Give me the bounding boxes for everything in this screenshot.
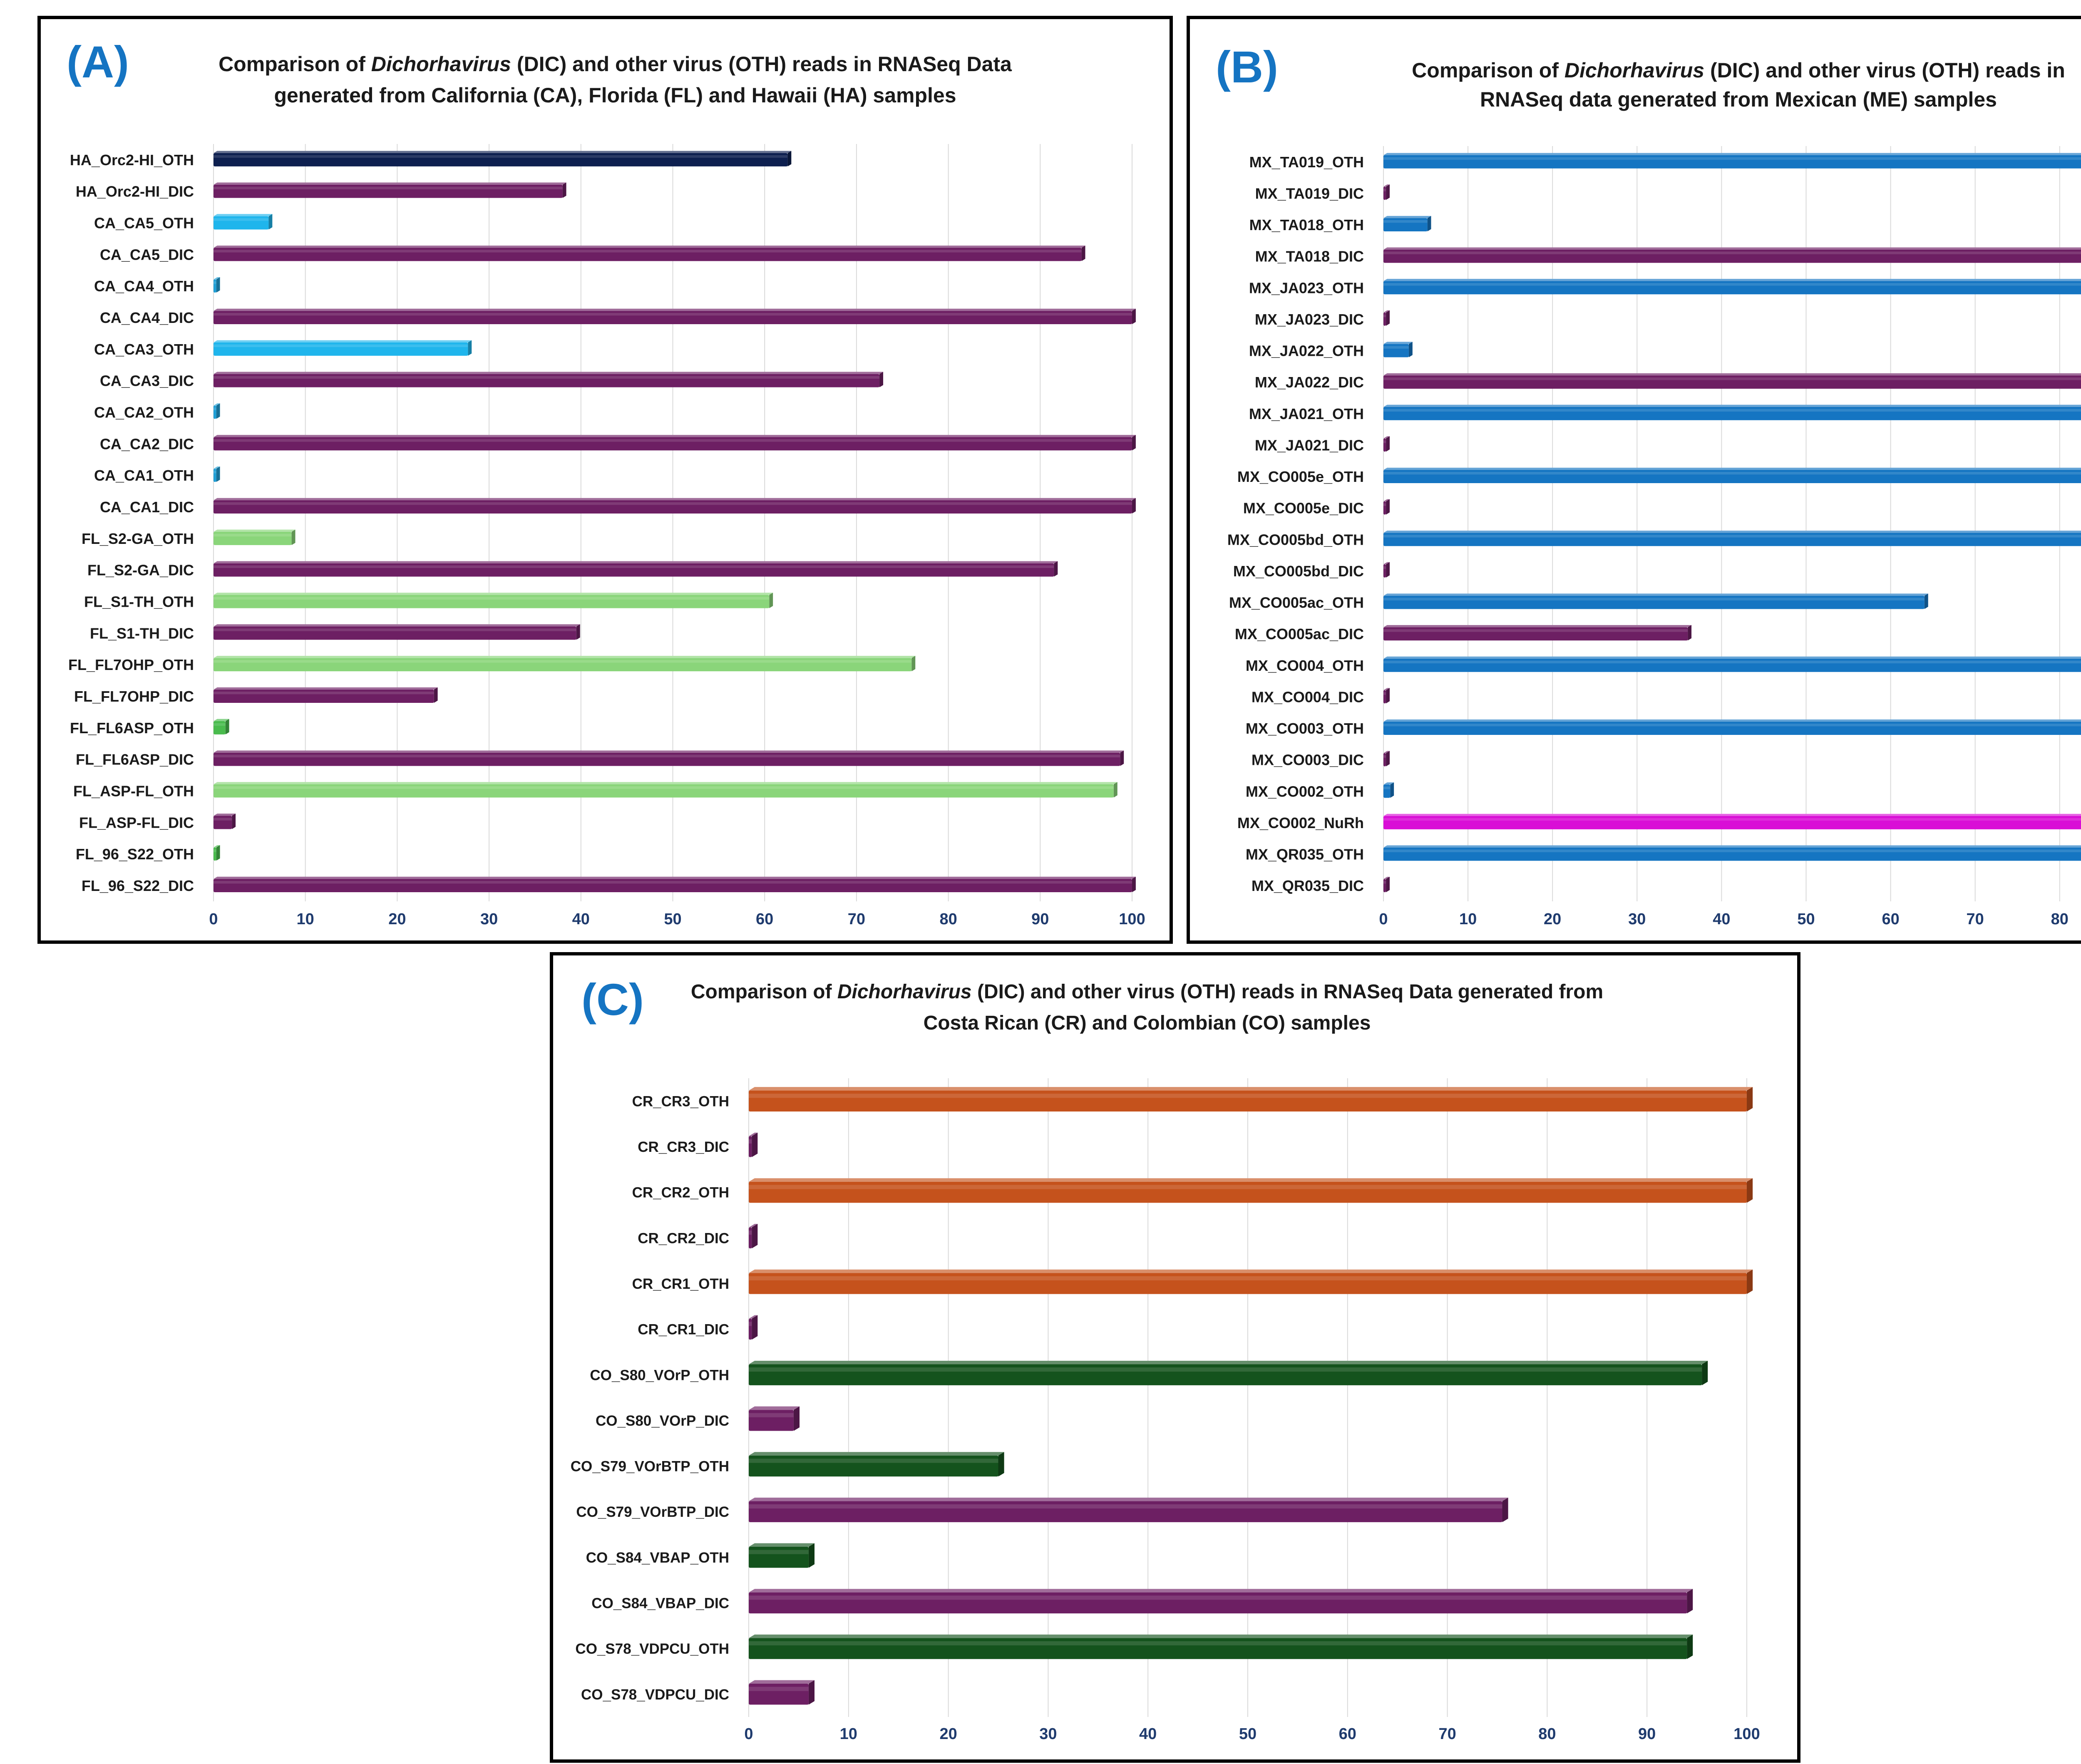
category-label: FL_ASP-FL_OTH: [73, 782, 194, 800]
x-tick-label: 80: [2051, 911, 2069, 928]
x-tick-label: 0: [209, 911, 218, 928]
x-tick-label: 40: [1713, 911, 1731, 928]
x-tick-label: 40: [1139, 1725, 1157, 1743]
category-label: CA_CA1_OTH: [94, 467, 194, 484]
category-label: FL_S2-GA_OTH: [81, 530, 194, 547]
category-label: MX_CO005bd_OTH: [1227, 531, 1364, 548]
bar: [214, 372, 883, 387]
bar: [214, 877, 1136, 892]
bar: [214, 182, 566, 198]
bar: [749, 1087, 1753, 1111]
category-label: CR_CR2_DIC: [638, 1230, 729, 1247]
x-tick-label: 60: [756, 911, 774, 928]
bar: [749, 1270, 1753, 1294]
x-tick-label: 30: [480, 911, 498, 928]
bar-chart-a: [41, 19, 1170, 940]
x-tick-label: 80: [1538, 1725, 1556, 1743]
category-label: CO_S78_VDPCU_OTH: [575, 1641, 729, 1657]
bar: [749, 1452, 1004, 1476]
category-label: MX_JA021_OTH: [1249, 405, 1364, 422]
panel-label: (C): [581, 974, 644, 1025]
x-tick-label: 20: [939, 1725, 957, 1743]
x-tick-label: 20: [1544, 911, 1562, 928]
bar: [214, 246, 1085, 261]
category-label: MX_CO005ac_OTH: [1229, 594, 1364, 611]
bar: [214, 719, 229, 734]
bar: [1383, 436, 1390, 452]
bar: [1383, 814, 2081, 829]
bar: [1383, 247, 2081, 263]
bar: [749, 1178, 1753, 1203]
category-label: MX_TA018_DIC: [1255, 248, 1364, 265]
x-tick-label: 70: [1966, 911, 1984, 928]
x-tick-label: 80: [939, 911, 957, 928]
category-label: MX_JA023_DIC: [1254, 310, 1364, 328]
x-tick-label: 10: [296, 911, 314, 928]
category-label: CA_CA3_DIC: [99, 372, 194, 390]
chart-title-line-2: generated from California (CA), Florida (FL) and Hawaii (HA) samples: [274, 84, 956, 107]
category-label: CA_CA3_OTH: [94, 340, 194, 358]
bar: [214, 593, 773, 608]
category-label: CO_S84_VBAP_OTH: [586, 1549, 729, 1566]
bar: [214, 750, 1124, 766]
category-label: MX_CO005ac_DIC: [1234, 625, 1364, 643]
bar: [1383, 782, 1394, 798]
bar: [214, 782, 1117, 797]
category-label: MX_JA021_DIC: [1254, 437, 1364, 454]
category-label: CO_S80_VOrP_OTH: [590, 1367, 729, 1384]
x-tick-label: 20: [388, 911, 406, 928]
category-label: MX_JA023_OTH: [1249, 279, 1364, 297]
bar: [1383, 216, 1431, 231]
x-tick-label: 100: [1119, 911, 1145, 928]
category-label: CO_S79_VOrBTP_OTH: [570, 1458, 729, 1475]
category-label: FL_96_S22_OTH: [75, 846, 194, 863]
category-label: CA_CA2_DIC: [99, 435, 194, 453]
bar: [214, 561, 1058, 576]
category-label: FL_96_S22_DIC: [81, 877, 194, 895]
chart-title-line-1: Comparison of Dichorhavirus (DIC) and other virus (OTH) reads in RNASeq Data generated from: [690, 981, 1604, 1003]
bar: [214, 845, 220, 861]
x-tick-label: 0: [744, 1725, 753, 1743]
category-label: CO_S78_VDPCU_DIC: [581, 1686, 729, 1703]
bar: [1383, 373, 2081, 389]
bar: [1383, 279, 2081, 294]
x-tick-label: 90: [1031, 911, 1049, 928]
bar: [1383, 562, 1390, 578]
bar-chart-c: [553, 955, 1797, 1759]
bar: [1383, 310, 1390, 326]
bar: [749, 1133, 757, 1157]
bar: [214, 814, 236, 829]
bar: [214, 466, 220, 482]
bar: [214, 340, 472, 356]
bar: [214, 309, 1136, 324]
category-label: MX_CO004_DIC: [1251, 688, 1364, 706]
chart-panel-c: [550, 952, 1800, 1763]
category-label: FL_S1-TH_DIC: [89, 625, 194, 642]
bar: [214, 403, 220, 419]
category-label: CR_CR2_OTH: [632, 1184, 729, 1201]
bar: [214, 656, 915, 671]
bar: [749, 1635, 1693, 1659]
bar: [749, 1498, 1508, 1522]
x-tick-label: 50: [1797, 911, 1815, 928]
category-label: CR_CR1_OTH: [632, 1275, 729, 1292]
category-label: MX_CO005e_DIC: [1243, 499, 1364, 517]
category-label: FL_S2-GA_DIC: [87, 561, 194, 579]
chart-panel-a: [37, 16, 1173, 944]
category-label: CA_CA5_OTH: [94, 214, 194, 232]
x-tick-label: 50: [1239, 1725, 1257, 1743]
x-tick-label: 60: [1338, 1725, 1356, 1743]
category-label: CO_S84_VBAP_DIC: [591, 1595, 729, 1612]
bar: [1383, 153, 2081, 169]
category-label: FL_S1-TH_OTH: [84, 593, 194, 610]
bar: [214, 624, 580, 640]
category-label: FL_FL7OHP_OTH: [68, 656, 194, 674]
panel-label: (B): [1216, 42, 1278, 92]
chart-title-line-1: Comparison of Dichorhavirus (DIC) and other virus (OTH) reads in: [1412, 59, 2065, 82]
category-label: MX_QR035_DIC: [1251, 877, 1364, 895]
bar: [1383, 405, 2081, 420]
category-label: MX_CO003_OTH: [1245, 720, 1364, 737]
category-label: MX_TA019_DIC: [1255, 185, 1364, 202]
bar: [749, 1589, 1693, 1613]
chart-title-line-2: Costa Rican (CR) and Colombian (CO) samples: [923, 1012, 1371, 1034]
category-label: HA_Orc2-HI_DIC: [75, 183, 194, 200]
bar: [1383, 593, 1928, 609]
chart-title-line-2: RNASeq data generated from Mexican (ME) samples: [1480, 88, 1997, 111]
bar: [214, 214, 272, 229]
chart-panel-b: [1187, 16, 2081, 944]
chart-title-line-1: Comparison of Dichorhavirus (DIC) and other virus (OTH) reads in RNASeq Data: [219, 52, 1012, 76]
category-label: CR_CR3_DIC: [638, 1139, 729, 1156]
category-label: CA_CA1_DIC: [99, 499, 194, 516]
bar: [749, 1224, 757, 1248]
x-tick-label: 60: [1882, 911, 1900, 928]
category-label: MX_CO005e_OTH: [1237, 468, 1364, 486]
category-label: CA_CA4_DIC: [99, 309, 194, 327]
category-label: CA_CA4_OTH: [94, 278, 194, 295]
category-label: FL_ASP-FL_DIC: [79, 814, 194, 831]
category-label: CO_S79_VOrBTP_DIC: [576, 1504, 729, 1521]
bar: [1383, 184, 1390, 200]
x-tick-label: 0: [1379, 911, 1388, 928]
category-label: FL_FL6ASP_OTH: [70, 719, 194, 737]
bar: [214, 151, 791, 166]
x-tick-label: 100: [1733, 1725, 1760, 1743]
bar: [1383, 845, 2081, 861]
category-label: CA_CA5_DIC: [99, 246, 194, 263]
bar: [214, 498, 1136, 514]
x-tick-label: 10: [1459, 911, 1477, 928]
x-tick-label: 40: [572, 911, 590, 928]
x-tick-label: 30: [1039, 1725, 1057, 1743]
bar: [1383, 531, 2081, 546]
bar: [749, 1361, 1708, 1385]
bar: [1383, 657, 2081, 672]
category-label: CO_S80_VOrP_DIC: [596, 1412, 729, 1429]
bar: [214, 435, 1136, 450]
bar: [749, 1407, 800, 1431]
bar: [1383, 468, 2081, 483]
category-label: MX_CO005bd_DIC: [1233, 562, 1364, 580]
x-tick-label: 50: [664, 911, 682, 928]
bar: [214, 530, 296, 545]
x-tick-label: 30: [1628, 911, 1646, 928]
category-label: FL_FL7OHP_DIC: [74, 688, 194, 705]
x-tick-label: 90: [1638, 1725, 1656, 1743]
x-tick-label: 70: [847, 911, 866, 928]
bar: [749, 1680, 815, 1704]
bar: [1383, 342, 1413, 357]
category-label: MX_TA018_OTH: [1249, 216, 1364, 234]
panel-label: (A): [67, 37, 129, 87]
bar: [749, 1543, 815, 1568]
category-label: CR_CR3_OTH: [632, 1093, 729, 1110]
x-tick-label: 70: [1438, 1725, 1456, 1743]
category-label: MX_CO002_NuRh: [1237, 814, 1364, 831]
bar: [749, 1315, 757, 1340]
category-label: MX_JA022_DIC: [1254, 374, 1364, 391]
category-label: MX_CO002_OTH: [1245, 783, 1364, 800]
category-label: FL_FL6ASP_DIC: [75, 751, 194, 768]
category-label: HA_Orc2-HI_OTH: [70, 151, 194, 169]
bar: [1383, 877, 1390, 892]
category-label: MX_CO003_DIC: [1251, 751, 1364, 769]
bar: [214, 687, 438, 703]
bar-chart-b: [1190, 19, 2081, 940]
category-label: CR_CR1_DIC: [638, 1321, 729, 1338]
bar: [1383, 625, 1691, 640]
category-label: MX_TA019_OTH: [1249, 153, 1364, 171]
bar: [1383, 751, 1390, 766]
category-label: MX_JA022_OTH: [1249, 342, 1364, 360]
x-tick-label: 10: [839, 1725, 857, 1743]
bar: [1383, 719, 2081, 735]
bar: [1383, 499, 1390, 514]
bar: [214, 277, 220, 293]
category-label: MX_QR035_OTH: [1245, 846, 1364, 863]
category-label: MX_CO004_OTH: [1245, 657, 1364, 674]
bar: [1383, 688, 1390, 703]
category-label: CA_CA2_OTH: [94, 404, 194, 421]
